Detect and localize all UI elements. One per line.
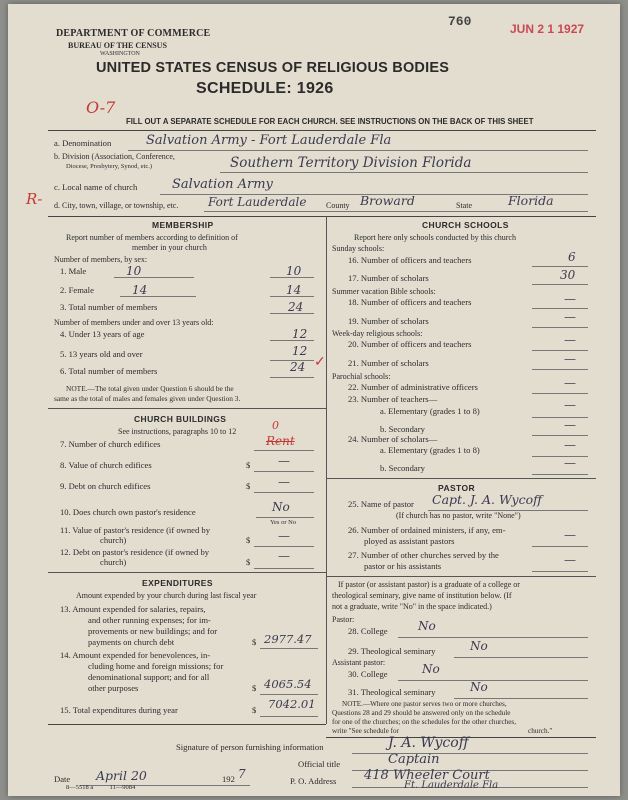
denomination-value: Salvation Army - Fort Lauderdale Fla <box>146 133 392 148</box>
year-prefix: 192 <box>222 774 235 784</box>
church-name-value: Salvation Army <box>172 177 273 192</box>
signature-label: Signature of person furnishing information <box>176 742 324 752</box>
address-label: P. O. Address <box>290 776 337 786</box>
q11-dash: — <box>278 529 290 543</box>
q13-label-1: 13. Amount expended for salaries, repairs, <box>60 604 206 614</box>
q1-male-value-a: 10 <box>126 264 142 278</box>
membership-intro-2: member in your church <box>132 243 207 252</box>
division-value: Southern Territory Division Florida <box>230 155 472 171</box>
q7-edifices-value: Rent <box>266 434 295 448</box>
graduate-instructions-2: theological seminary, give name of institution below. (If <box>332 591 512 600</box>
q4-under-13-value: 12 <box>292 327 308 341</box>
q9-dollar: $ <box>246 481 251 491</box>
church-name-label: c. Local name of church <box>54 182 138 192</box>
q12-dollar: $ <box>246 557 251 567</box>
state-label: State <box>456 201 472 210</box>
q2-female-label: 2. Female <box>60 285 94 295</box>
q25-pastor-name: Capt. J. A. Wycoff <box>432 492 542 507</box>
pastor-subheading: Pastor: <box>332 615 355 624</box>
q20-dash: — <box>564 333 576 347</box>
summer-schools-label: Summer vacation Bible schools: <box>332 287 436 296</box>
parochial-schools-label: Parochial schools: <box>332 372 391 381</box>
assistant-pastor-subheading: Assistant pastor: <box>332 658 386 667</box>
q10-residence-label: 10. Does church own pastor's residence <box>60 507 196 517</box>
membership-note-2: same as the total of males and females given under Question 3. <box>54 394 241 403</box>
q26-label-2: ployed as assistant pastors <box>364 536 455 546</box>
expenditures-section-title: EXPENDITURES <box>142 578 213 588</box>
pastor-note-4: write "See schedule for <box>332 727 399 735</box>
q19-dash: — <box>564 310 576 324</box>
pastor-note-5: church." <box>528 727 553 735</box>
check-mark: ✓ <box>314 355 326 370</box>
q1-male-value-b: 10 <box>286 264 302 278</box>
q22-dash: — <box>564 376 576 390</box>
buildings-section-title: CHURCH BUILDINGS <box>134 414 227 424</box>
q9-debt-edifices-label: 9. Debt on church edifices <box>60 481 151 491</box>
q3-total-value: 24 <box>288 300 304 314</box>
q29-value: No <box>470 639 488 653</box>
members-by-sex-label: Number of members, by sex: <box>54 255 148 264</box>
date-label: Date <box>54 774 71 784</box>
q12-label-1: 12. Debt on pastor's residence (if owned by <box>60 547 210 557</box>
q4-under-13-label: 4. Under 13 years of age <box>60 329 145 339</box>
q6-total-value: 24 <box>290 360 306 374</box>
q13-label-3: provements or new buildings; and for <box>88 626 218 636</box>
q27-dash: — <box>564 553 576 567</box>
q17-value: 30 <box>560 268 576 282</box>
graduate-instructions-1: If pastor (or assistant pastor) is a graduate of a college or <box>338 580 520 589</box>
q5-over-13-label: 5. 13 years old and over <box>60 349 143 359</box>
q15-amount: 7042.01 <box>268 697 316 711</box>
sunday-schools-label: Sunday schools: <box>332 244 385 253</box>
q26-dash: — <box>564 528 576 542</box>
q19-label: 19. Number of scholars <box>348 316 429 326</box>
county-value: Broward <box>360 193 415 208</box>
city-label: d. City, town, village, or township, etc. <box>54 201 179 210</box>
q2-female-value-a: 14 <box>132 283 148 297</box>
q22-label: 22. Number of administrative officers <box>348 382 478 392</box>
q13-dollar: $ <box>252 637 257 647</box>
city-value: Fort Lauderdale <box>208 195 307 209</box>
q20-label: 20. Number of officers and teachers <box>348 339 472 349</box>
official-title-label: Official title <box>298 759 341 769</box>
q8-dash: — <box>278 454 290 468</box>
form-code: 8—5518 a 11—9084 <box>66 784 136 791</box>
reviewer-mark-side: R- <box>26 190 43 208</box>
q30-value: No <box>422 662 440 676</box>
q7-edifices-label: 7. Number of church edifices <box>60 439 161 449</box>
schools-section-title: CHURCH SCHOOLS <box>422 220 509 230</box>
q29-label: 29. Theological seminary <box>348 646 436 656</box>
q24a-dash: — <box>564 438 576 452</box>
denomination-label: a. Denomination <box>54 138 112 148</box>
q16-value: 6 <box>568 250 576 264</box>
q27-label-1: 27. Number of other churches served by the <box>348 550 499 560</box>
q5-over-13-value: 12 <box>292 344 308 358</box>
q21-label: 21. Number of scholars <box>348 358 429 368</box>
q10-residence-value: No <box>272 500 290 514</box>
q24b-label: b. Secondary <box>380 463 425 473</box>
q24b-dash: — <box>564 456 576 470</box>
q25-label: 25. Name of pastor <box>348 499 414 509</box>
q14-amount: 4065.54 <box>264 677 312 691</box>
q24-label: 24. Number of scholars— <box>348 434 438 444</box>
bureau-heading: BUREAU OF THE CENSUS <box>68 41 167 50</box>
q24a-label: a. Elementary (grades 1 to 8) <box>380 445 480 455</box>
q13-label-2: and other running expenses; for im- <box>88 615 211 625</box>
graduate-instructions-3: not a graduate, write "No" in the space indicated.) <box>332 602 492 611</box>
received-date-stamp: JUN 2 1 1927 <box>510 22 585 36</box>
q2-female-value-b: 14 <box>286 283 302 297</box>
pastor-note-1: NOTE.—Where one pastor serves two or more churches, <box>342 700 507 708</box>
pastor-section-title: PASTOR <box>438 483 476 493</box>
schools-intro: Report here only schools conducted by this church <box>354 233 516 242</box>
q12-dash: — <box>278 549 290 563</box>
q14-dollar: $ <box>252 683 257 693</box>
q8-dollar: $ <box>246 460 251 470</box>
form-title: UNITED STATES CENSUS OF RELIGIOUS BODIES <box>96 60 450 76</box>
city-heading: WASHINGTON <box>100 51 140 57</box>
year-suffix: 7 <box>238 767 246 781</box>
schedule-title: SCHEDULE: 1926 <box>196 80 334 97</box>
q8-value-edifices-label: 8. Value of church edifices <box>60 460 152 470</box>
q23b-dash: — <box>564 418 576 432</box>
q13-amount: 2977.47 <box>264 632 312 646</box>
signature-value: J. A. Wycoff <box>388 735 469 751</box>
q23a-dash: — <box>564 398 576 412</box>
age-breakdown-label: Number of members under and over 13 years old: <box>54 318 214 327</box>
expenditures-intro: Amount expended by your church during last fiscal year <box>76 591 257 600</box>
pastor-note-3: for one of the churches; on the schedules for the other churches, <box>332 718 517 726</box>
q28-value: No <box>418 619 436 633</box>
q18-label: 18. Number of officers and teachers <box>348 297 472 307</box>
department-heading: DEPARTMENT OF COMMERCE <box>56 28 211 39</box>
county-label: County <box>326 201 350 210</box>
q6-total-label: 6. Total number of members <box>60 366 158 376</box>
q15-dollar: $ <box>252 705 257 715</box>
membership-note-1: NOTE.—The total given under Question 6 should be the <box>66 384 234 393</box>
division-label-1: b. Division (Association, Conference, <box>54 152 175 161</box>
date-value: April 20 <box>96 768 147 783</box>
form-serial-number: 760 <box>448 14 472 29</box>
instructions-line: FILL OUT A SEPARATE SCHEDULE FOR EACH CHURCH. SEE INSTRUCTIONS ON THE BACK OF THIS SHEET <box>126 117 534 126</box>
official-title-value: Captain <box>388 752 440 767</box>
address-value: 418 Wheeler Court <box>364 768 490 783</box>
division-label-2: Diocese, Presbytery, Synod, etc.) <box>66 163 153 170</box>
reviewer-mark-top: O-7 <box>86 98 116 117</box>
q11-dollar: $ <box>246 535 251 545</box>
q23a-label: a. Elementary (grades 1 to 8) <box>380 406 480 416</box>
q27-label-2: pastor or his assistants <box>364 561 442 571</box>
q14-label-3: denominational support; and for all <box>88 672 210 682</box>
q23b-label: b. Secondary <box>380 424 425 434</box>
q17-label: 17. Number of scholars <box>348 273 429 283</box>
q16-label: 16. Number of officers and teachers <box>348 255 472 265</box>
buildings-intro-mark: 0 <box>272 419 279 432</box>
census-schedule-sheet <box>8 4 620 796</box>
q11-label-1: 11. Value of pastor's residence (if owned by <box>60 525 210 535</box>
address-line-2: Ft. Lauderdale Fla <box>404 780 499 791</box>
weekday-schools-label: Week-day religious schools: <box>332 329 423 338</box>
q25-note: (If church has no pastor, write "None") <box>396 511 521 520</box>
q31-value: No <box>470 680 488 694</box>
q12-label-2: church) <box>100 557 127 567</box>
q14-label-2: cluding home and foreign missions; for <box>88 661 224 671</box>
q26-label-1: 26. Number of ordained ministers, if any, em- <box>348 525 506 535</box>
yes-or-no-hint: Yes or No <box>270 519 297 526</box>
state-value: Florida <box>508 193 554 208</box>
q9-dash: — <box>278 475 290 489</box>
q21-dash: — <box>564 352 576 366</box>
q11-label-2: church) <box>100 535 127 545</box>
q30-label: 30. College <box>348 669 388 679</box>
membership-intro-1: Report number of members according to definition of <box>66 233 238 242</box>
q18-dash: — <box>564 292 576 306</box>
buildings-intro: See instructions, paragraphs 10 to 12 <box>118 427 237 436</box>
q15-label: 15. Total expenditures during year <box>60 705 178 715</box>
q1-male-label: 1. Male <box>60 266 87 276</box>
q3-total-label: 3. Total number of members <box>60 302 158 312</box>
pastor-note-2: Questions 28 and 29 should be answered only on the schedule <box>332 709 511 717</box>
q23-label: 23. Number of teachers— <box>348 394 438 404</box>
q28-label: 28. College <box>348 626 388 636</box>
q14-label-4: other purposes <box>88 683 139 693</box>
q14-label-1: 14. Amount expended for benevolences, in- <box>60 650 211 660</box>
membership-section-title: MEMBERSHIP <box>152 220 214 230</box>
q13-label-4: payments on church debt <box>88 637 175 647</box>
q31-label: 31. Theological seminary <box>348 687 436 697</box>
